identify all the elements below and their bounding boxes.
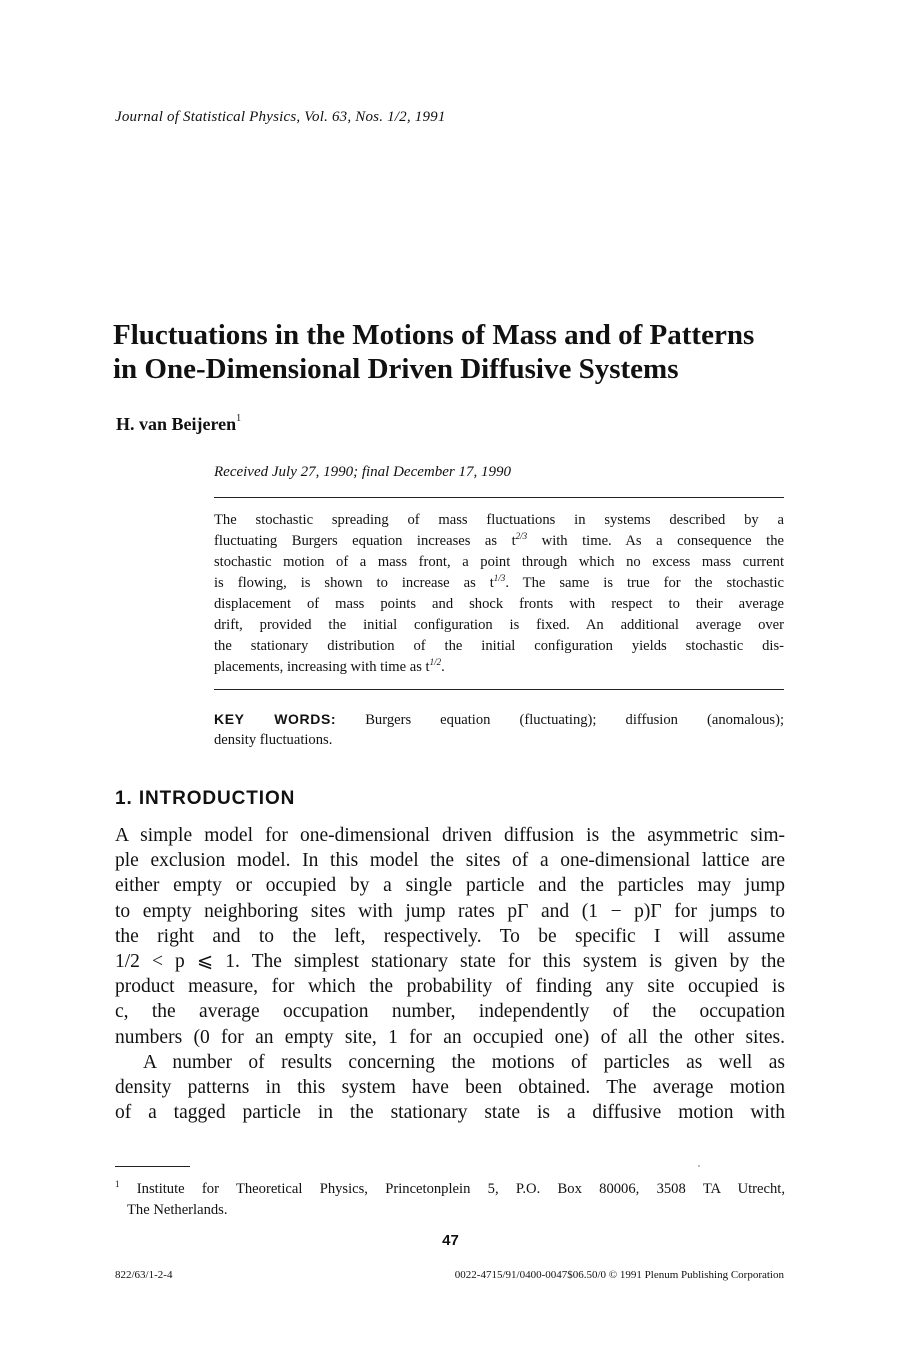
body-line: the right and to the left, respectively. To be specific I will assume: [115, 925, 785, 947]
footnote-mark: 1: [115, 1179, 120, 1190]
abstract-line: The stochastic spreading of mass fluctuations in systems described by a: [214, 512, 784, 528]
abstract-top-rule: [214, 497, 784, 498]
body-line: to empty neighboring sites with jump rates pΓ and (1 − p)Γ for jumps to: [115, 900, 785, 922]
abstract-bottom-rule: [214, 689, 784, 690]
keywords-label: KEY WORDS:: [214, 711, 337, 727]
body-line: either empty or occupied by a single particle and the particles may jump: [115, 875, 785, 897]
footnote-line: $^1$ Institute for Theoretical Physics, Princetonplein 5, P.O. Box 80006, 3508 TA Utrecht,: [115, 1179, 785, 1197]
exponent: 1/3: [493, 573, 506, 584]
received-dates: Received July 27, 1990; final December 17, 1990: [214, 464, 511, 480]
footer-code: 822/63/1-2-4: [115, 1269, 173, 1281]
footnote-line: The Netherlands.: [127, 1202, 228, 1218]
abstract-line: displacement of mass points and shock fronts with respect to their average: [214, 596, 784, 612]
title-line-2: in One-Dimensional Driven Diffusive Systems: [113, 353, 679, 385]
abstract-line: is flowing, is shown to increase as $t^{1/3}$. The same is true for the stochastic: [214, 573, 784, 591]
body-line: numbers (0 for an empty site, 1 for an occupied one) of all the other sites.: [115, 1026, 785, 1048]
section-heading: 1. INTRODUCTION: [115, 788, 296, 809]
keywords: [214, 709, 784, 751]
body-line: density patterns in this system have been obtained. The average motion: [115, 1076, 785, 1098]
body-line: c, the average occupation number, independently of the occupation: [115, 1001, 785, 1023]
body-line: ple exclusion model. In this model the sites of a one-dimensional lattice are: [115, 850, 785, 872]
title-line-1: Fluctuations in the Motions of Mass and of Patterns: [113, 319, 755, 351]
abstract: [214, 510, 784, 678]
paper-title: [113, 318, 803, 386]
author-footnote-mark: 1: [236, 413, 242, 424]
exponent: 1/2: [429, 657, 442, 668]
author-name: H. van Beijeren: [116, 414, 237, 434]
scan-speck: [698, 1165, 700, 1167]
journal-citation: Journal of Statistical Physics, Vol. 63, Nos. 1/2, 1991: [115, 109, 446, 125]
abstract-line: stochastic motion of a mass front, a point through which no excess mass current: [214, 554, 784, 570]
body-text: [115, 823, 785, 1125]
abstract-line: fluctuating Burgers equation increases as $t^{2/3}$ with time. As a consequence the: [214, 531, 784, 549]
body-line: A simple model for one-dimensional driven diffusion is the asymmetric sim-: [115, 825, 785, 846]
body-line: of a tagged particle in the stationary state is a diffusive motion with: [115, 1102, 785, 1124]
abstract-line: placements, increasing with time as $t^{1/2}$.: [214, 657, 445, 675]
body-line: product measure, for which the probability of finding any site occupied is: [115, 976, 785, 998]
footnote: [115, 1179, 785, 1221]
keywords-line: density fluctuations.: [214, 732, 333, 748]
keywords-line: KEY WORDS: Burgers equation (fluctuating); diffusion (anomalous);: [214, 711, 784, 728]
body-line: A number of results concerning the motions of particles as well as: [143, 1051, 785, 1073]
footnote-rule: [115, 1166, 190, 1167]
author: [116, 414, 241, 435]
page-number: 47: [442, 1232, 459, 1249]
abstract-line: the stationary distribution of the initial configuration yields stochastic dis-: [214, 638, 784, 654]
exponent: 2/3: [515, 531, 528, 542]
body-line: 1/2 < p ⩽ 1. The simplest stationary state for this system is given by the: [115, 950, 785, 972]
footer-copyright: 0022-4715/91/0400-0047$06.50/0 © 1991 Plenum Publishing Corporation: [454, 1269, 784, 1281]
abstract-line: drift, provided the initial configuration is fixed. An additional average over: [214, 617, 784, 633]
